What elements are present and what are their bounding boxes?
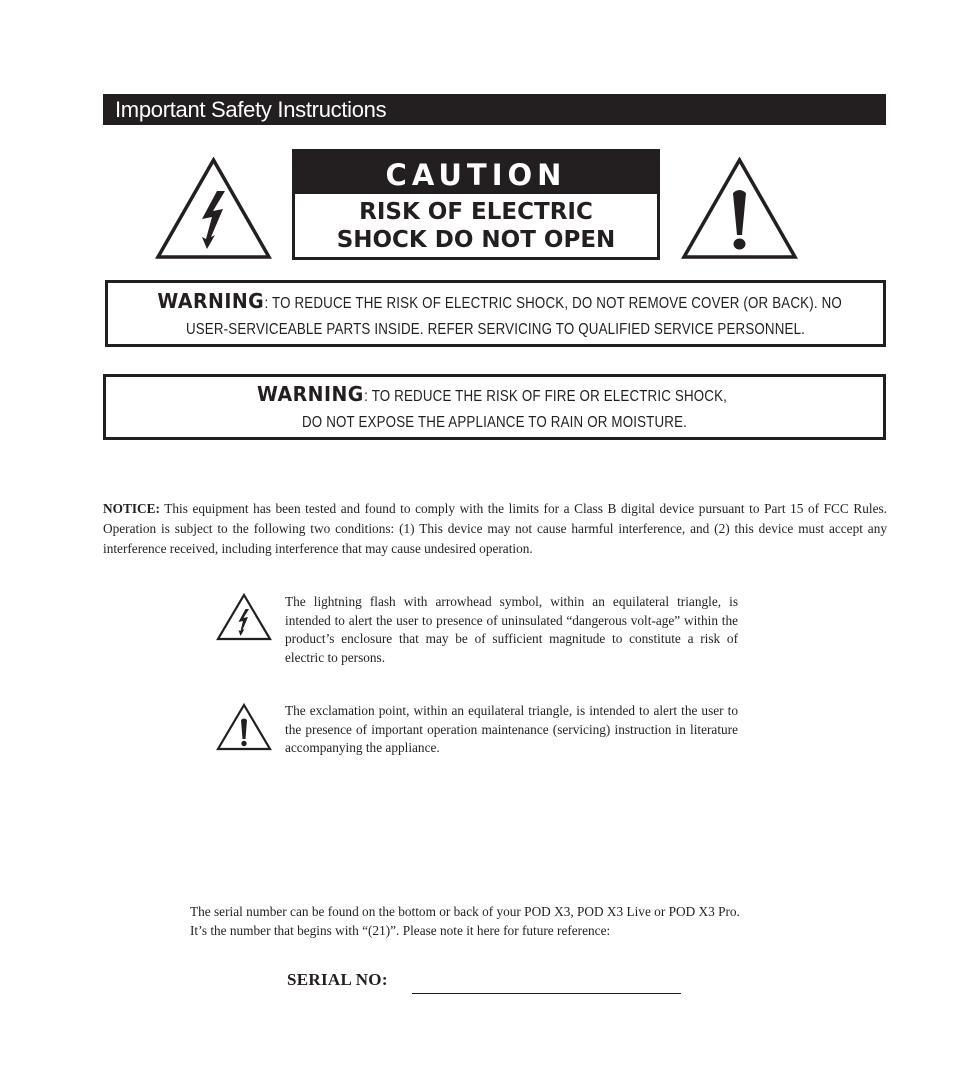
lightning-triangle-icon <box>155 157 272 260</box>
warning-text-line-1: : TO REDUCE THE RISK OF FIRE OR ELECTRIC SHOCK, <box>364 388 728 405</box>
exclamation-triangle-icon <box>681 157 798 260</box>
caution-subtitle <box>295 198 657 254</box>
caution-label <box>292 149 660 260</box>
lightning-triangle-icon <box>216 593 272 641</box>
exclamation-triangle-icon <box>216 703 272 751</box>
caution-title: CAUTION <box>295 152 657 194</box>
lightning-symbol-description: The lightning flash with arrowhead symbol, within an equilateral triangle, is intended to alert the user to presence of uninsulated “dangerous volt-age” within the product’s enclosure that may be of sufficient magnitude to constitute a risk of electric to persons. <box>285 594 738 665</box>
fcc-notice <box>103 499 887 559</box>
serial-instructions <box>190 902 850 940</box>
warning-text-line-2: DO NOT EXPOSE THE APPLIANCE TO RAIN OR MOISTURE. <box>301 414 688 431</box>
serial-text-line-2: It’s the number that begins with “(21)”. Please note it here for future reference: <box>190 923 611 938</box>
warning-text-line-1: : TO REDUCE THE RISK OF ELECTRIC SHOCK, DO NOT REMOVE COVER (OR BACK). NO <box>264 295 842 312</box>
section-title: Important Safety Instructions <box>115 97 387 122</box>
shock-warning-box <box>105 280 886 347</box>
serial-number-label: SERIAL NO: <box>287 970 388 989</box>
serial-number-field[interactable] <box>412 993 681 994</box>
exclamation-symbol-description: The exclamation point, within an equilateral triangle, is intended to alert the user to the presence of important operation maintenance (servicing) instruction in literature accompanying the appliance. <box>285 703 738 755</box>
caution-line-1: RISK OF ELECTRIC <box>359 199 593 225</box>
warning-label: WARNING <box>157 289 265 313</box>
caution-line-2: SHOCK DO NOT OPEN <box>336 227 616 253</box>
serial-text-line-1: The serial number can be found on the bottom or back of your POD X3, POD X3 Live or POD X3 Pro. <box>190 904 740 919</box>
notice-label: NOTICE: <box>103 501 160 516</box>
fire-warning-box <box>103 374 886 440</box>
warning-text-line-2: USER-SERVICEABLE PARTS INSIDE. REFER SERVICING TO QUALIFIED SERVICE PERSONNEL. <box>185 321 806 338</box>
notice-text: This equipment has been tested and found to comply with the limits for a Class B digital device pursuant to Part 15 of FCC Rules. Operation is subject to the following two conditions: (1) This device may not cause harmful interference, and (2) this device must accept any interference received, including interference that may cause undesired operation. <box>103 501 887 556</box>
section-header <box>103 94 886 125</box>
warning-label: WARNING <box>257 382 364 406</box>
